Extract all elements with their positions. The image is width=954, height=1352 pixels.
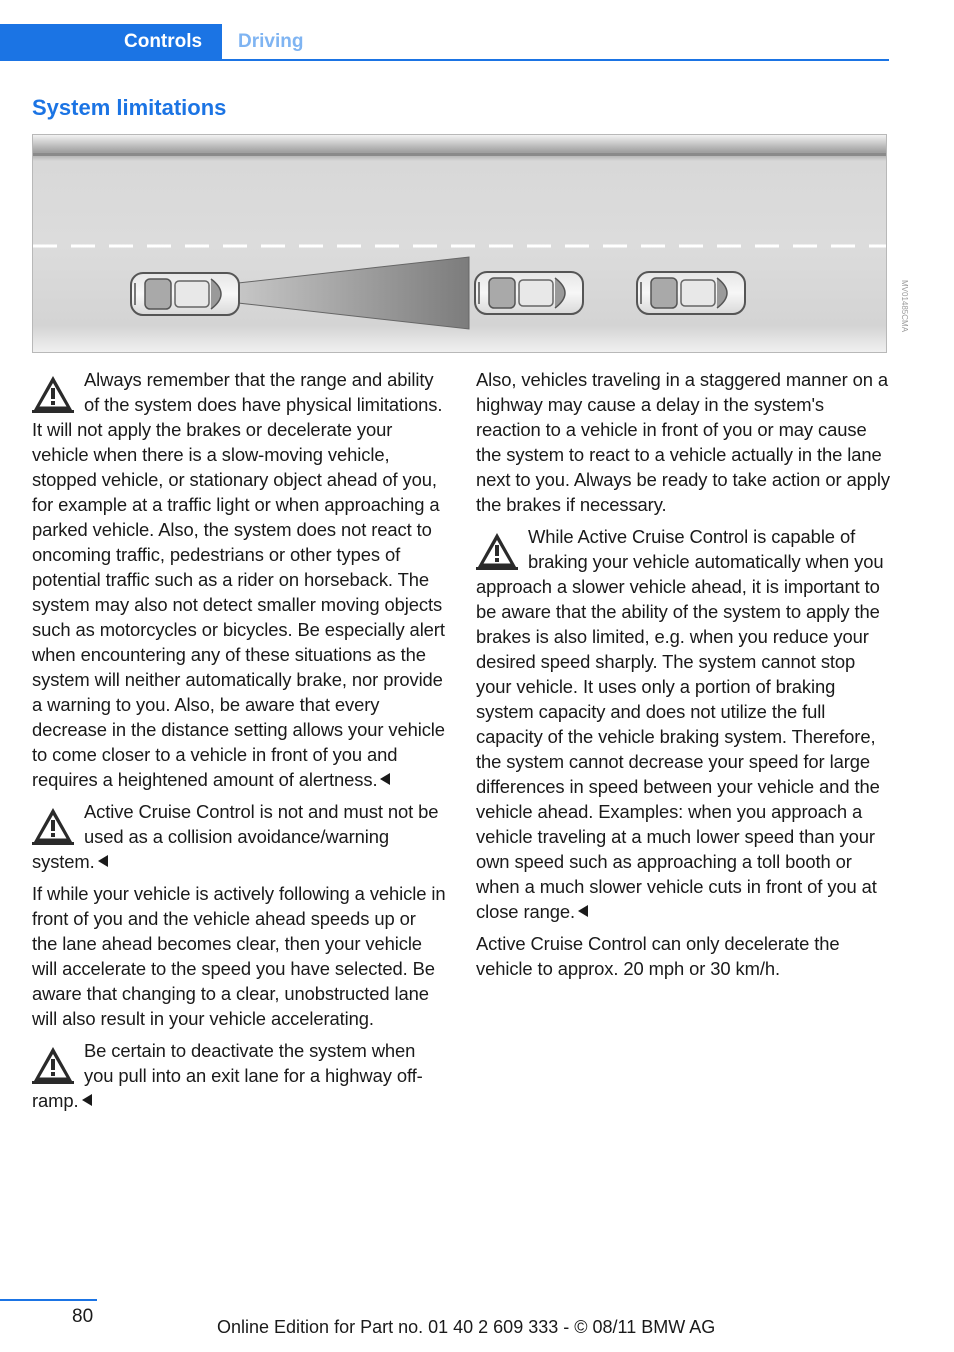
warning-paragraph xyxy=(32,799,446,874)
warning-text-range: Always remember that the range and ability of the system does have physical limitations. It will not apply the brakes or decelerate your vehicle when there is a slow-moving vehicle, stopped vehicle, or stationary object ahead of you, for example at a traffic light or when approaching a parked vehicle. Also, the system does not react to oncoming traffic, pedestrians or other types of potential traffic such as a rider on horseback. The system may also not detect smaller moving objects such as motorcycles or bicycles. Be especially alert when encountering any of these situations as the system will neither automatically brake, nor provide a warning to you. Also, be aware that every decrease in the distance setting allows your vehicle to come closer to a vehicle in front of you and requires a heightened amount of alertness. xyxy=(32,369,445,790)
end-mark-icon xyxy=(578,905,588,917)
footer-rule xyxy=(0,1299,97,1301)
warning-text-braking: While Active Cruise Control is capable of braking your vehicle automatically when you approach a slower vehicle ahead, it is important to be aware that the ability of the system to apply the brakes is also limited, e.g. when you reduce your desired speed sharply. The system cannot stop your vehicle. It uses only a portion of braking system capacity and does not utilize the full capacity of the vehicle braking system. Therefore, the system cannot decrease your speed for large differences in speed between your vehicle and the vehicle ahead. Examples: when you approach a vehicle traveling at a much lower speed than your own speed such as approaching a toll booth or when a much slower vehicle cuts in front of you at close range. xyxy=(476,526,884,922)
end-mark-icon xyxy=(98,855,108,867)
road-illustration xyxy=(32,134,887,353)
tab-driving[interactable]: Driving xyxy=(238,31,304,52)
tab-controls[interactable]: Controls xyxy=(124,31,203,52)
page-number: 80 xyxy=(72,1306,94,1327)
body-paragraph: If while your vehicle is actively following a vehicle in front of you and the vehicle ahead speeds up or the lane ahead becomes clear, then your vehicle will accelerate to the speed you have selected. Be aware that changing to a clear, unobstructed lane will also result in your vehicle accelerating. xyxy=(32,883,446,1029)
warning-triangle-icon xyxy=(32,373,74,413)
right-column xyxy=(476,367,890,988)
warning-paragraph xyxy=(32,367,446,792)
warning-text-not-collision: Active Cruise Control is not and must not be used as a collision avoidance/warning system. xyxy=(32,801,439,872)
left-column xyxy=(32,367,446,1120)
warning-paragraph xyxy=(32,1038,446,1113)
warning-triangle-icon xyxy=(476,530,518,570)
section-title: System limitations xyxy=(32,95,227,120)
edition-note: Online Edition for Part no. 01 40 2 609 333 - © 08/11 BMW AG xyxy=(217,1317,716,1337)
body-paragraph: Also, vehicles traveling in a staggered manner on a highway may cause a delay in the system's reaction to a vehicle in front of you or may cause the system to react to a vehicle actually in the lane next to you. Always be ready to take action or apply the brakes if necessary. xyxy=(476,369,890,515)
warning-paragraph xyxy=(476,524,890,924)
end-mark-icon xyxy=(380,773,390,785)
header-rule xyxy=(0,59,889,61)
warning-text-exit-lane: Be certain to deactivate the system when you pull into an exit lane for a highway off-ramp. xyxy=(32,1040,423,1111)
warning-triangle-icon xyxy=(32,1044,74,1084)
figure-code xyxy=(892,278,909,358)
figure-code-text: MV01485CMA xyxy=(900,280,909,333)
body-paragraph: Active Cruise Control can only decelerate the vehicle to approx. 20 mph or 30 km/h. xyxy=(476,933,840,979)
warning-triangle-icon xyxy=(32,805,74,845)
end-mark-icon xyxy=(82,1094,92,1106)
